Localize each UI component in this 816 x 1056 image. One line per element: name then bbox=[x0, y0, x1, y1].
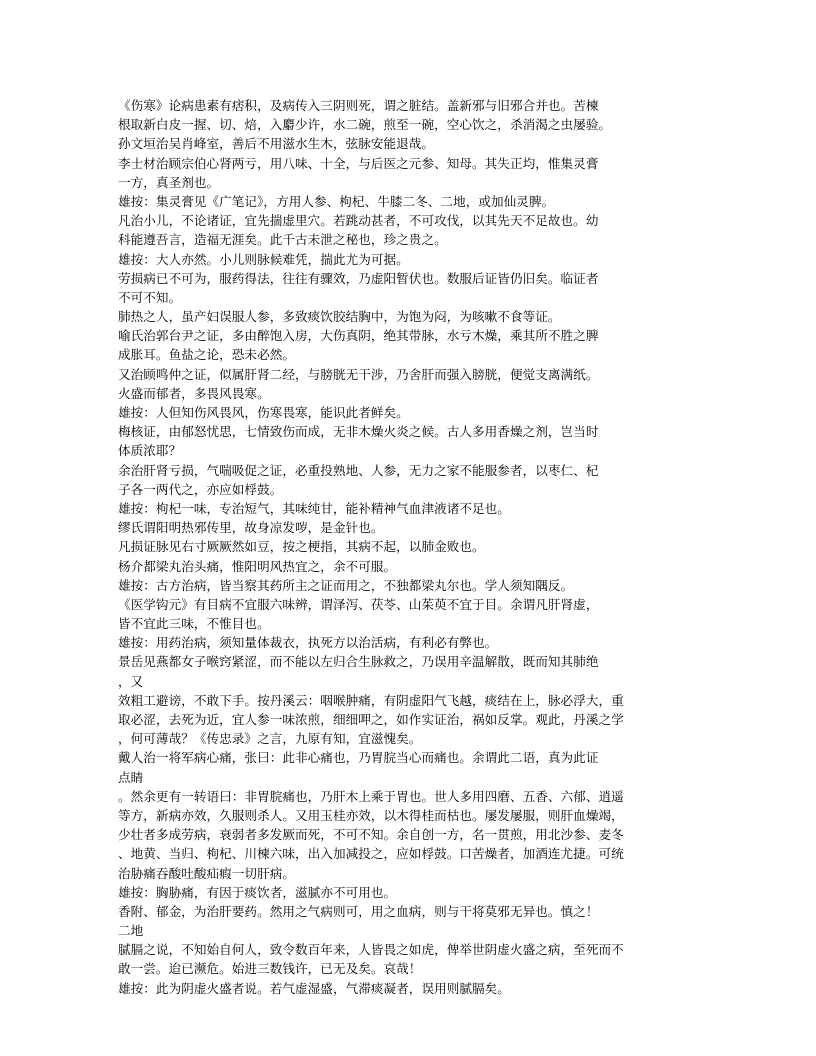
text-line: 景岳见燕都女子喉窍紧涩，而不能以左归合生脉救之，乃误用辛温解散，既而知其肺绝 bbox=[118, 654, 599, 670]
text-line: 肺热之人，虽产妇误服人参，多致痰饮胶结胸中，为饱为闷，为咳嗽不食等证。 bbox=[118, 309, 561, 325]
text-line: 《伤寒》论病患素有痞积，及病传入三阴则死，谓之脏结。盖新邪与旧邪合并也。苦楝 bbox=[118, 98, 599, 113]
text-line: 点睛 bbox=[118, 769, 144, 785]
text-line: 雄按：集灵膏见《广笔记》，方用人参、枸杞、牛膝二冬、二地，或加仙灵脾。 bbox=[118, 193, 555, 209]
text-line: 治胁痛吞酸吐酸疝瘕一切肝病。 bbox=[118, 865, 296, 881]
text-line: 火盛而郁者，多畏风畏寒。 bbox=[118, 385, 270, 401]
text-line: 二地 bbox=[118, 923, 144, 939]
text-line: 梅核证，由郁怒忧思，七情致伤而成，无非木燥火炎之候。古人多用香燥之剂，岂当时 bbox=[118, 424, 599, 440]
text-line: 根取新白皮一握、切、焙，入麝少许，水二碗，煎至一碗，空心饮之，杀消渴之虫屡验。 bbox=[118, 117, 612, 133]
text-line: 腻膈之说，不知始自何人，致令数百年来，人皆畏之如虎，俾举世阴虚火盛之病，至死而不 bbox=[118, 942, 624, 958]
text-line: 戴人治一将军病心痛，张曰：此非心痛也，乃胃脘当心而痛也。余谓此二语，真为此证 bbox=[118, 750, 599, 766]
text-line: ，又 bbox=[118, 673, 144, 689]
text-line: ，何可薄哉？《传忠录》之言，九原有知，宜滋愧矣。 bbox=[118, 731, 422, 747]
text-line: 孙文垣治吴肖峰室，善后不用滋水生木，弦脉安能退哉。 bbox=[118, 136, 435, 152]
text-line: 效粗工避谤，不敢下手。按丹溪云：咽喉肿痛，有阴虚阳气飞越，痰结在上，脉必浮大，重 bbox=[118, 692, 624, 708]
text-line: 劳损病已不可为，服药得法，往往有骤效，乃虚阳暂伏也。数服后证皆仍旧矣。临证者 bbox=[118, 270, 599, 286]
text-line: 取必涩，去死为近，宜人参一味浓煎，细细呷之，如作实证治，祸如反掌。观此，丹溪之学 bbox=[118, 712, 624, 727]
text-line: 雄按：胸胁痛，有因于痰饮者，滋腻亦不可用也。 bbox=[118, 884, 397, 900]
text-line: 雄按：枸杞一味，专治短气，其味纯甘，能补精神气血津液诸不足也。 bbox=[118, 500, 510, 516]
text-line: 一方，真圣剂也。 bbox=[118, 174, 220, 190]
text-line: 成胀耳。鱼盐之论，恐未必然。 bbox=[118, 347, 296, 363]
text-line: 香附、郁金，为治肝要药。然用之气病则可，用之血病，则与干将莫邪无异也。慎之！ bbox=[118, 903, 599, 919]
text-line: 敢一尝。迨已濒危。始进三数钱许，已无及矣。哀哉！ bbox=[118, 961, 422, 977]
text-line: 科能遵吾言，造福无涯矣。此千古未泄之秘也，珍之贵之。 bbox=[118, 232, 447, 248]
text-line: 凡损证脉见右寸厥厥然如豆，按之梗指，其病不起，以肺金败也。 bbox=[118, 539, 485, 555]
text-line: 雄按：大人亦然。小儿则脉候难凭，揣此尤为可据。 bbox=[118, 251, 409, 267]
text-line: 。然余更有一转语曰：非胃脘痛也，乃肝木上乘于胃也。世人多用四磨、五香、六郁、逍遥 bbox=[118, 788, 624, 804]
text-line: 皆不宜此三味，不惟目也。 bbox=[118, 616, 270, 632]
text-line: 子各一两代之，亦应如桴鼓。 bbox=[118, 481, 283, 497]
text-line: 李士材治顾宗伯心肾两亏，用八味、十全，与后医之元参、知母。其失正均，惟集灵膏 bbox=[118, 155, 599, 171]
text-line: 、地黄、当归、枸杞、川楝六味，出入加减投之，应如桴鼓。口苦燥者，加酒连尤捷。可统 bbox=[118, 846, 624, 862]
text-line: 雄按：古方治病，皆当察其药所主之证而用之，不独都梁丸尔也。学人须知隅反。 bbox=[118, 577, 574, 593]
text-line: 又治顾鸣仲之证，似属肝肾二经，与膀胱无干涉，乃舍肝而强入膀胱，便觉支离满纸。 bbox=[118, 366, 599, 382]
text-line: 缪氏谓阳明热邪传里，故身凉发哕，是金针也。 bbox=[118, 520, 384, 536]
text-line: 《医学钩元》有目病不宜服六味辨，谓泽泻、茯苓、山茱萸不宜于目。余谓凡肝肾虚， bbox=[118, 596, 599, 612]
text-line: 杨介都梁丸治头痛，惟阳明风热宜之，余不可服。 bbox=[118, 558, 397, 574]
text-line: 余治肝肾亏损，气喘吸促之证，必重投熟地、人参，无力之家不能服参者，以枣仁、杞 bbox=[118, 462, 599, 478]
text-line: 等方，新病亦效，久服则杀人。又用玉桂亦效，以木得桂而枯也。屡发屡服，则肝血燥竭， bbox=[118, 807, 624, 823]
text-line: 雄按：此为阴虚火盛者说。若气虚湿盛，气滞痰凝者，误用则腻膈矣。 bbox=[118, 980, 510, 996]
document-page bbox=[118, 96, 698, 998]
text-line: 不可不知。 bbox=[118, 289, 182, 305]
text-line: 凡治小儿，不论诸证，宜先揣虚里穴。若跳动甚者，不可攻伐，以其先天不足故也。幼 bbox=[118, 213, 599, 229]
text-line: 雄按：用药治病，须知量体裁衣，执死方以治活病，有利必有弊也。 bbox=[118, 635, 498, 651]
text-line: 雄按：人但知伤风畏风，伤寒畏寒，能识此者鲜矣。 bbox=[118, 405, 409, 420]
text-line: 少壮者多成劳病，衰弱者多发厥而死，不可不知。余自创一方，名一贯煎，用北沙参、麦冬 bbox=[118, 827, 624, 843]
text-line: 体质浓耶？ bbox=[118, 443, 182, 459]
text-line: 喻氏治郭台尹之证，多由醉饱入房，大伤真阴，绝其带脉，水亏木燥，乘其所不胜之脾 bbox=[118, 328, 599, 344]
